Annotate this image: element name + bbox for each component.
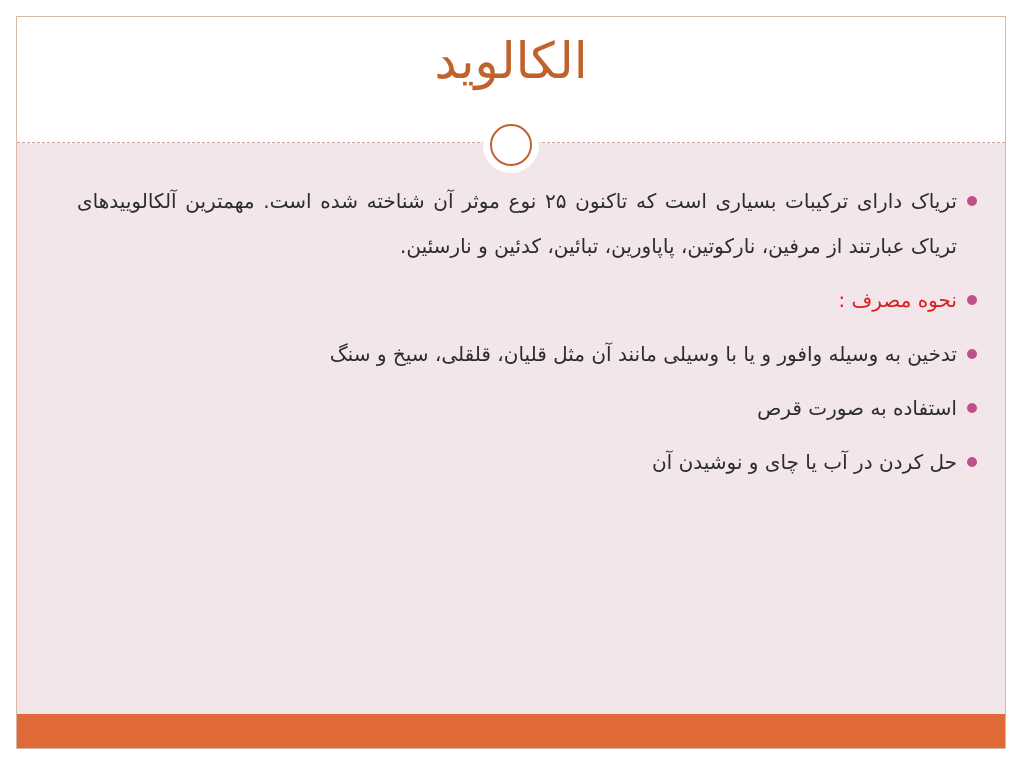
- bullet-text: تدخین به وسیله وافور و یا با وسیلی مانند آن مثل قلیان، قلقلی، سیخ و سنگ: [329, 342, 957, 366]
- bullet-dot-icon: [967, 295, 977, 305]
- bullet-item: [77, 332, 977, 377]
- bullet-item-usage-heading: [77, 278, 977, 323]
- slide-title: الکالوید: [434, 32, 588, 90]
- slide: [16, 16, 1006, 749]
- ornament-ring: [490, 124, 532, 166]
- bullet-list: [77, 179, 977, 494]
- bullet-item: [77, 440, 977, 485]
- bullet-text: نحوه مصرف :: [838, 288, 957, 312]
- bullet-text: استفاده به صورت قرص: [757, 396, 957, 420]
- bullet-item: [77, 386, 977, 431]
- bullet-dot-icon: [967, 403, 977, 413]
- bullet-dot-icon: [967, 349, 977, 359]
- bullet-item: [77, 179, 977, 269]
- bullet-dot-icon: [967, 457, 977, 467]
- bullet-dot-icon: [967, 196, 977, 206]
- footer-bar: [17, 714, 1005, 748]
- bullet-text: حل کردن در آب یا چای و نوشیدن آن: [651, 450, 957, 474]
- bullet-text: تریاک دارای ترکیبات بسیاری است که تاکنون ۲۵ نوع موثر آن شناخته شده است. مهمترین آلکالوییدهای تریاک عبارتند از مرفین، نارکوتین، پاپاورین، تبائین، کدئین و نارسئین.: [77, 189, 957, 258]
- circle-ring-icon: [483, 117, 539, 173]
